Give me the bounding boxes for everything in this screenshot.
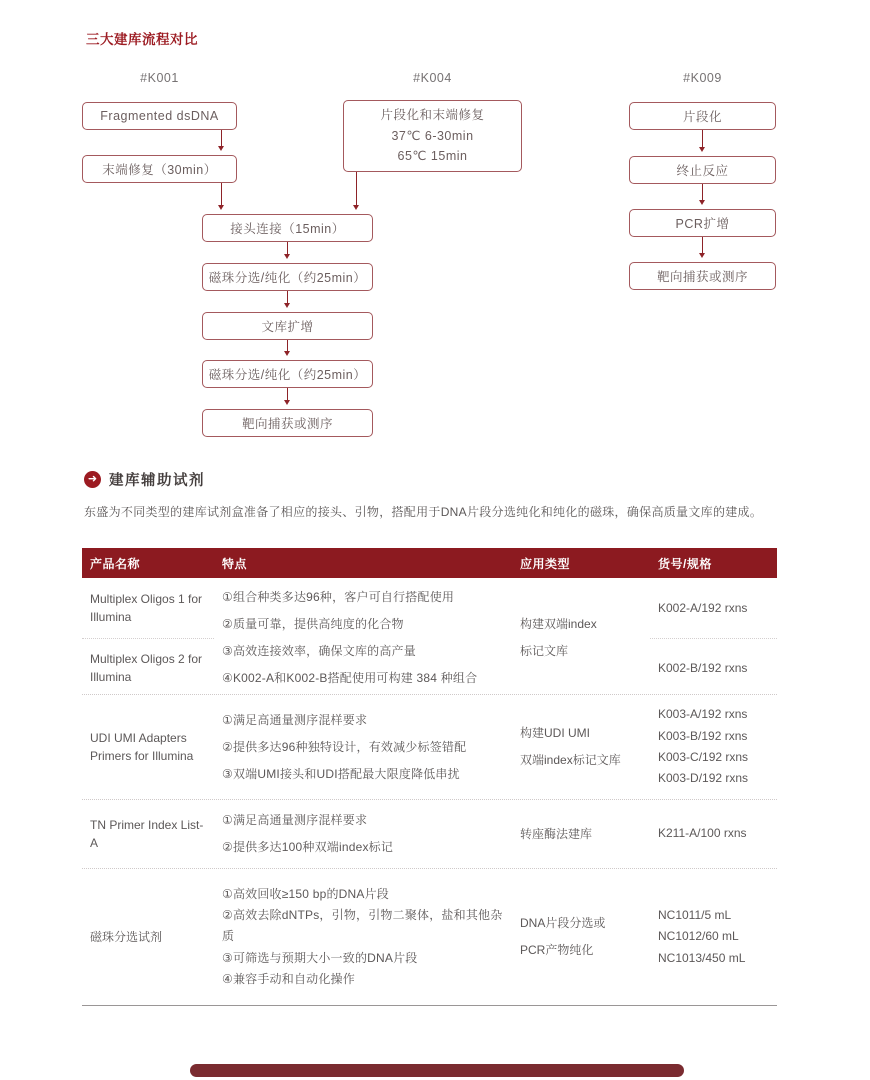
intro-paragraph: 东盛为不同类型的建库试剂盒准备了相应的接头、引物，搭配用于DNA片段分选纯化和纯化的磁珠，确保高质量文库的建成。 — [84, 505, 763, 519]
sku-item: NC1011/5 mL — [658, 907, 732, 922]
feature-list — [214, 878, 512, 997]
table-header-features: 特点 — [222, 556, 248, 571]
sku-item: K002-A/192 rxns — [658, 600, 748, 615]
section-header — [84, 469, 205, 490]
down-arrow-icon — [287, 340, 288, 353]
down-arrow-icon — [221, 183, 222, 207]
table-header-product: 产品名称 — [90, 556, 141, 571]
sku-item: K002-B/192 rxns — [650, 638, 777, 699]
product-name: UDI UMI Adapters Primers for Illumina — [90, 731, 194, 763]
sku-list — [650, 698, 777, 795]
feature-item: ③双端UMI接头和UDI搭配最大限度降低串扰 — [222, 766, 460, 781]
table-row — [82, 800, 777, 869]
application-type — [512, 815, 650, 854]
table-header-row — [82, 548, 777, 578]
page-title: 三大建库流程对比 — [86, 32, 198, 47]
flow-column-label-k009: #K009 — [683, 71, 722, 85]
application-line: 双端index标记文库 — [520, 753, 621, 767]
feature-item: ①满足高通量测序混样要求 — [222, 712, 368, 727]
feature-item: ③可筛选与预期大小一致的DNA片段 — [222, 950, 418, 965]
feature-item: ②质量可靠，提供高纯度的化合物 — [222, 617, 404, 631]
table-header-sku: 货号/规格 — [658, 556, 712, 571]
sku-item: K003-B/192 rxns — [658, 728, 748, 743]
application-line: 构建UDI UMI — [520, 726, 590, 740]
feature-item: ①组合种类多达96种，客户可自行搭配使用 — [222, 590, 455, 604]
down-arrow-icon — [356, 172, 357, 207]
sku-item: K003-A/192 rxns — [658, 707, 748, 722]
feature-item: ②提供多达100种双端index标记 — [222, 840, 394, 854]
flow-column-label-k004: #K004 — [413, 71, 452, 85]
footer-bar — [190, 1064, 684, 1077]
feature-item: ④K002-A和K002-B搭配使用可构建 384 种组合 — [222, 671, 478, 685]
down-arrow-icon — [221, 130, 222, 148]
sku-list — [650, 817, 777, 850]
sku-item: NC1012/60 mL — [658, 929, 739, 944]
feature-item: ④兼容手动和自动化操作 — [222, 972, 355, 987]
table-row — [82, 578, 777, 695]
circle-right-arrow-icon: ➜ — [84, 471, 101, 488]
application-line: DNA片段分选或 — [520, 916, 606, 930]
flow-step-bead-cleanup-2: 磁珠分选/纯化（约25min） — [202, 360, 373, 388]
feature-item: ①满足高通量测序混样要求 — [222, 813, 368, 827]
flow-step-line: 片段化和末端修复 — [380, 108, 485, 123]
feature-list — [214, 701, 512, 794]
flow-step-fragmentation: 片段化 — [629, 102, 776, 130]
down-arrow-icon — [702, 237, 703, 255]
sku-item: K003-D/192 rxns — [658, 771, 749, 786]
product-name-stack — [82, 578, 214, 698]
feature-item: ②提供多达96种独特设计，有效减少标签错配 — [222, 739, 467, 754]
flow-step-fragmented-dsdna: Fragmented dsDNA — [82, 102, 237, 130]
table-row — [82, 869, 777, 1006]
feature-list — [214, 578, 512, 698]
flow-step-stop-reaction: 终止反应 — [629, 156, 776, 184]
section-title: 建库辅助试剂 — [109, 473, 205, 489]
application-line: 转座酶法建库 — [520, 826, 593, 841]
feature-item: ①高效回收≥150 bp的DNA片段 — [222, 886, 389, 901]
flow-step-bead-cleanup-1: 磁珠分选/纯化（约25min） — [202, 263, 373, 291]
flow-step-pcr-amplification: PCR扩增 — [629, 209, 776, 237]
feature-list — [214, 801, 512, 867]
sku-item: K211-A/100 rxns — [658, 826, 747, 841]
application-type — [512, 605, 650, 671]
application-type — [512, 904, 650, 970]
sku-item: K003-C/192 rxns — [658, 750, 749, 764]
feature-item: ③高效连接效率，确保文库的高产量 — [222, 644, 416, 658]
flow-step-line: 37℃ 6-30min — [391, 128, 474, 143]
application-line: 构建双端index — [520, 617, 597, 631]
product-name: TN Primer Index List-A — [90, 818, 204, 850]
application-type — [512, 714, 650, 780]
application-line: PCR产物纯化 — [520, 943, 594, 957]
product-name: Multiplex Oligos 1 for Illumina — [90, 591, 203, 624]
flow-step-library-amplification: 文库扩增 — [202, 312, 373, 340]
down-arrow-icon — [287, 388, 288, 402]
sku-item: NC1013/450 mL — [658, 950, 746, 965]
down-arrow-icon — [287, 291, 288, 305]
feature-item: ②高效去除dNTPs，引物，引物二聚体，盐和其他杂质 — [222, 907, 503, 944]
flow-step-end-repair: 末端修复（30min） — [82, 155, 237, 183]
application-line: 标记文库 — [520, 644, 569, 658]
sku-stack — [650, 578, 777, 698]
flow-column-label-k001: #K001 — [140, 71, 179, 85]
flow-step-capture-sequencing: 靶向捕获或测序 — [202, 409, 373, 437]
reagent-table — [82, 548, 777, 1006]
product-name: Multiplex Oligos 2 for Illumina — [82, 638, 214, 699]
down-arrow-icon — [702, 184, 703, 202]
sku-list — [650, 899, 777, 975]
flow-step-line: 65℃ 15min — [397, 149, 468, 164]
flow-step-capture-sequencing-k009: 靶向捕获或测序 — [629, 262, 776, 290]
product-name: 磁珠分选试剂 — [90, 930, 163, 944]
down-arrow-icon — [702, 130, 703, 149]
flow-step-frag-end-repair — [343, 100, 522, 172]
down-arrow-icon — [287, 242, 288, 256]
flow-step-adapter-ligation: 接头连接（15min） — [202, 214, 373, 242]
table-row — [82, 695, 777, 800]
table-header-application: 应用类型 — [520, 556, 571, 571]
